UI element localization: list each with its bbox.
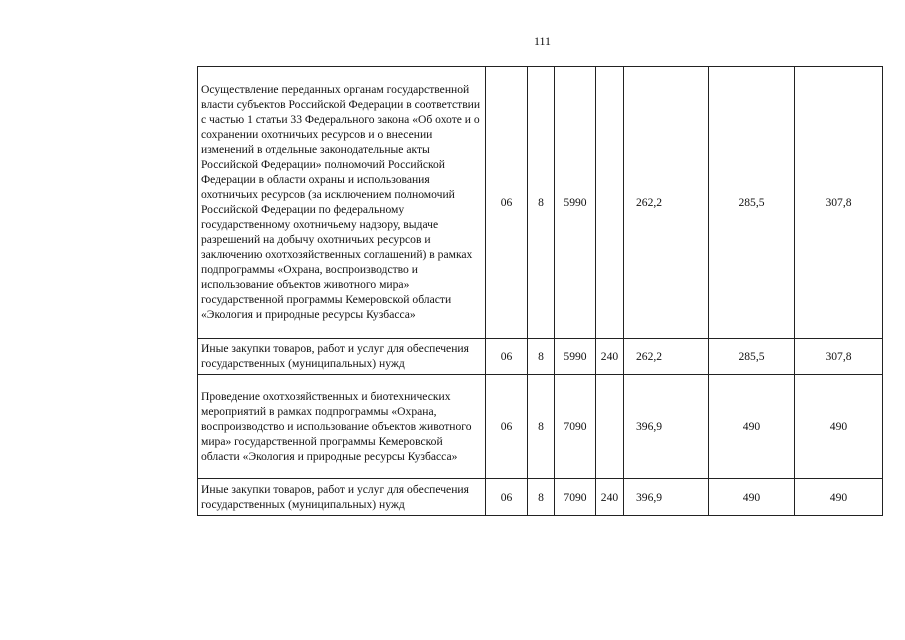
target-code-cell: 5990 [555, 339, 596, 375]
amount-year1-cell: 396,9 [624, 375, 709, 479]
section-code-cell: 06 [486, 479, 528, 516]
expense-type-cell: 240 [596, 339, 624, 375]
amount-year2-cell: 490 [709, 375, 795, 479]
program-code-cell: 8 [528, 339, 555, 375]
target-code-cell: 5990 [555, 67, 596, 339]
amount-year1-cell: 396,9 [624, 479, 709, 516]
program-code-cell: 8 [528, 375, 555, 479]
amount-year2-cell: 285,5 [709, 339, 795, 375]
section-code-cell: 06 [486, 375, 528, 479]
row-description: Иные закупки товаров, работ и услуг для обеспечения государственных (муниципальных) нужд [198, 339, 486, 375]
table-row [198, 67, 883, 339]
expense-type-cell: 240 [596, 479, 624, 516]
amount-year2-cell: 285,5 [709, 67, 795, 339]
amount-year3-cell: 490 [795, 375, 883, 479]
program-code-cell: 8 [528, 67, 555, 339]
program-code-cell: 8 [528, 479, 555, 516]
target-code-cell: 7090 [555, 375, 596, 479]
page-number: 111 [533, 34, 552, 48]
table-row [198, 375, 883, 479]
amount-year3-cell: 307,8 [795, 67, 883, 339]
table-row [198, 479, 883, 516]
amount-year2-cell: 490 [709, 479, 795, 516]
amount-year1-cell: 262,2 [624, 67, 709, 339]
amount-year3-cell: 307,8 [795, 339, 883, 375]
section-code-cell: 06 [486, 67, 528, 339]
target-code-cell: 7090 [555, 479, 596, 516]
row-description: Осуществление переданных органам государственной власти субъектов Российской Федерации в соответствии с частью 1 статьи 33 Федерального закона «Об охоте и о сохранении охотничьих ресурсов и о внесении изменений в отдельные законодательные акты Российской Федерации» полномочий Российской Федерации в области охраны и использования охотничьих ресурсов (за исключением полномочий Российской Федерации по федеральному государственному охотничьему надзору, выдаче разрешений на добычу охотничьих ресурсов и заключению охотхозяйственных соглашений) в рамках подпрограммы «Охрана, воспроизводство и использование объектов животного мира» государственной программы Кемеровской области «Экология и природные ресурсы Кузбасса» [198, 67, 486, 339]
budget-table [197, 66, 883, 516]
row-description: Проведение охотхозяйственных и биотехнических мероприятий в рамках подпрограммы «Охрана, воспроизводство и использование объектов животного мира» государственной программы Кемеровской области «Экология и природные ресурсы Кузбасса» [198, 375, 486, 479]
amount-year3-cell: 490 [795, 479, 883, 516]
expense-type-cell [596, 375, 624, 479]
table-row [198, 339, 883, 375]
section-code-cell: 06 [486, 339, 528, 375]
amount-year1-cell: 262,2 [624, 339, 709, 375]
row-description: Иные закупки товаров, работ и услуг для обеспечения государственных (муниципальных) нужд [198, 479, 486, 516]
expense-type-cell [596, 67, 624, 339]
